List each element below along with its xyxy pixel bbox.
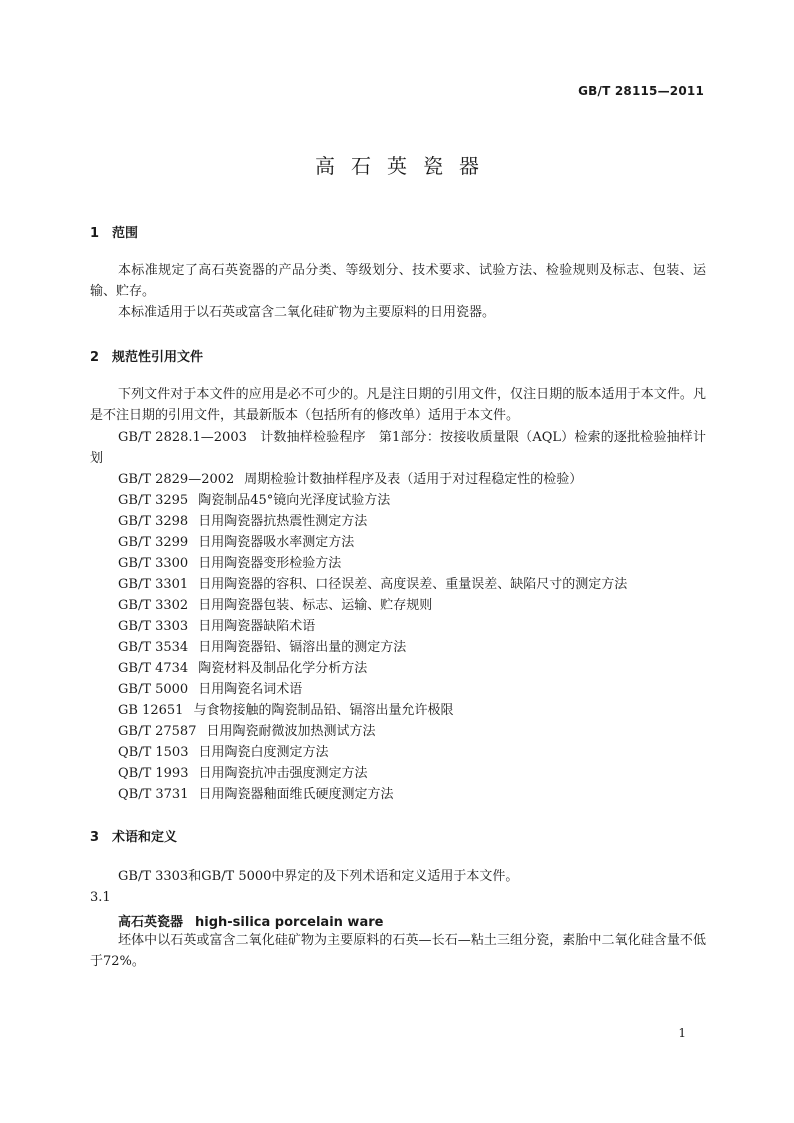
reference-code: GB/T 2829—2002 (118, 472, 235, 487)
reference-title: 日用陶瓷器变形检验方法 (198, 556, 342, 571)
section-number: 2 (90, 350, 100, 365)
reference-item (118, 616, 315, 637)
reference-title: 日用陶瓷器的容积、口径误差、高度误差、重量误差、缺陷尺寸的测定方法 (198, 577, 628, 592)
reference-code: GB/T 3303 (118, 619, 189, 634)
normative-ref-first: GB/T 2828.1—2003 计数抽样检验程序 第1部分：按接收质量限（AQL）检索的逐批检验抽样计划 (90, 430, 706, 466)
page-number: 1 (678, 1026, 686, 1040)
reference-title: 陶瓷材料及制品化学分析方法 (198, 661, 368, 676)
reference-code: GB/T 3299 (118, 535, 189, 550)
terms-intro: GB/T 3303和GB/T 5000中界定的及下列术语和定义适用于本文件。 (118, 869, 519, 884)
reference-item (118, 679, 302, 700)
reference-code: GB/T 5000 (118, 682, 189, 697)
reference-item (118, 511, 367, 532)
term-line (118, 911, 383, 930)
reference-code: QB/T 3731 (118, 787, 189, 802)
reference-code: GB/T 3295 (118, 493, 189, 508)
reference-item (118, 784, 394, 805)
reference-item (118, 532, 354, 553)
reference-title: 日用陶瓷耐微波加热测试方法 (206, 724, 376, 739)
reference-item (118, 637, 406, 658)
reference-item (118, 574, 627, 595)
reference-item (118, 721, 376, 742)
reference-code: GB/T 3300 (118, 556, 189, 571)
reference-title: 日用陶瓷器缺陷术语 (198, 619, 316, 634)
section-number: 1 (90, 226, 100, 241)
scope-paragraph-1: 本标准规定了高石英瓷器的产品分类、等级划分、技术要求、试验方法、检验规则及标志、包装、运输、贮存。 (90, 263, 706, 299)
reference-code: GB/T 3302 (118, 598, 189, 613)
standard-code: GB/T 28115—2011 (578, 84, 704, 98)
term-english: high-silica porcelain ware (195, 915, 384, 930)
reference-title: 日用陶瓷器釉面维氏硬度测定方法 (198, 787, 394, 802)
reference-title: 日用陶瓷器包装、标志、运输、贮存规则 (198, 598, 433, 613)
reference-title: 日用陶瓷器铅、镉溶出量的测定方法 (198, 640, 407, 655)
section-number: 3 (90, 830, 100, 845)
reference-code: GB 12651 (118, 703, 184, 718)
document-title: 高石英瓷器 (315, 154, 495, 178)
section-title: 术语和定义 (112, 830, 178, 845)
reference-title: 周期检验计数抽样程序及表（适用于对过程稳定性的检验） (244, 472, 583, 487)
reference-code: GB/T 27587 (118, 724, 197, 739)
reference-title: 日用陶瓷白度测定方法 (198, 745, 329, 760)
normative-refs-intro: 下列文件对于本文件的应用是必不可少的。凡是注日期的引用文件，仅注日期的版本适用于本文件。凡是不注日期的引用文件，其最新版本（包括所有的修改单）适用于本文件。 (90, 387, 706, 423)
reference-item (118, 490, 390, 511)
reference-title: 日用陶瓷名词术语 (198, 682, 303, 697)
section-heading-scope (90, 222, 138, 241)
section-title: 规范性引用文件 (112, 350, 204, 365)
section-title: 范围 (112, 226, 139, 241)
reference-item (118, 595, 432, 616)
reference-item (118, 763, 368, 784)
reference-title: 日用陶瓷器吸水率测定方法 (198, 535, 355, 550)
reference-code: QB/T 1993 (118, 766, 189, 781)
reference-item (118, 553, 341, 574)
reference-code: GB/T 4734 (118, 661, 189, 676)
term-definition: 坯体中以石英或富含二氧化硅矿物为主要原料的石英—长石—粘土三组分瓷，素胎中二氧化硅含量不低于72%。 (90, 933, 706, 969)
scope-paragraph-2: 本标准适用于以石英或富含二氧化硅矿物为主要原料的日用瓷器。 (118, 305, 496, 320)
reference-item (118, 469, 582, 490)
reference-title: 陶瓷制品45°镜向光泽度试验方法 (198, 493, 391, 508)
reference-code: GB/T 3301 (118, 577, 189, 592)
term-chinese: 高石英瓷器 (118, 915, 184, 930)
reference-item (118, 742, 329, 763)
term-entry-number: 3.1 (90, 890, 111, 905)
reference-title: 与食物接触的陶瓷制品铅、镉溶出量允许极限 (193, 703, 454, 718)
reference-title: 日用陶瓷器抗热震性测定方法 (198, 514, 368, 529)
reference-code: QB/T 1503 (118, 745, 189, 760)
reference-code: GB/T 3534 (118, 640, 189, 655)
section-heading-normative-refs (90, 346, 203, 365)
reference-item (118, 700, 453, 721)
reference-code: GB/T 3298 (118, 514, 189, 529)
section-heading-terms (90, 826, 177, 845)
reference-item (118, 658, 367, 679)
reference-title: 日用陶瓷抗冲击强度测定方法 (198, 766, 368, 781)
